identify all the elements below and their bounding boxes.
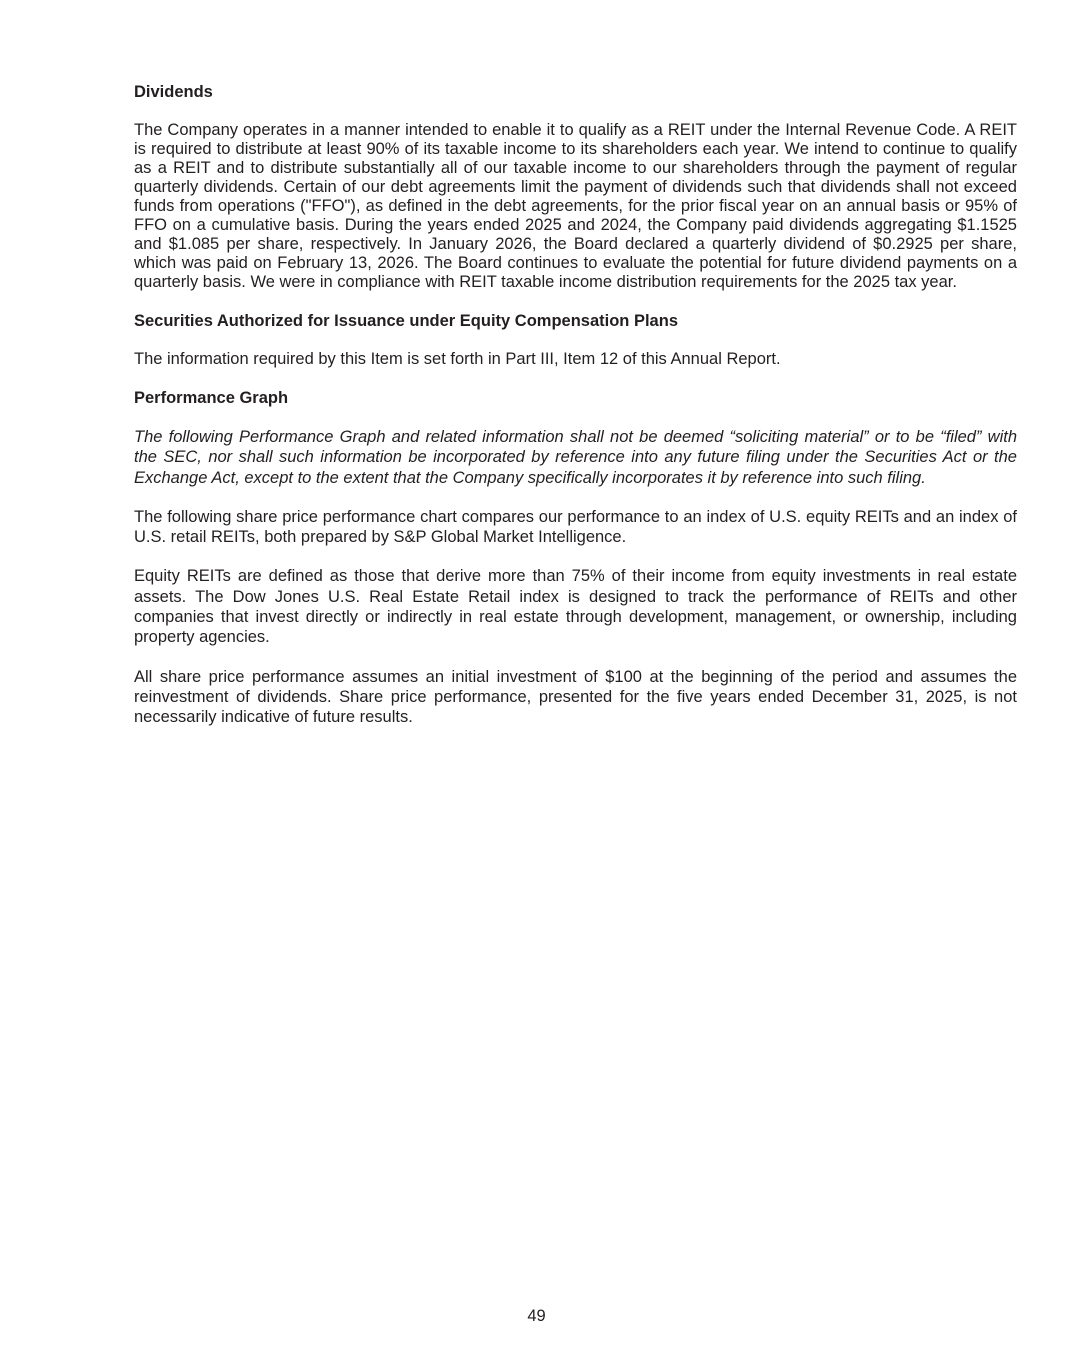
dividends-paragraph: The Company operates in a manner intended to enable it to qualify as a REIT under the Internal Revenue Code. A REIT is required to distribute at least 90% of its taxable income to its shareholders each year. We intend to continue to qualify as a REIT and to distribute substantially all of our taxable income to our shareholders through the payment of regular quarterly dividends. Certain of our debt agreements limit the payment of dividends such that dividends shall not exceed funds from operations ("FFO"), as defined in the debt agreements, for the prior fiscal year on an annual basis or 95% of FFO on a cumulative basis. During the years ended 2025 and 2024, the Company paid dividends aggregating $1.1525 and $1.085 per share, respectively. In January 2026, the Board declared a quarterly dividend of $0.2925 per share, which was paid on February 13, 2026. The Board continues to evaluate the potential for future dividend payments on a quarterly basis. We were in compliance with REIT taxable income distribution requirements for the 2025 tax year. (134, 121, 1017, 291)
performance-graph-heading: Performance Graph (134, 389, 289, 407)
document-body (134, 82, 1017, 747)
equity-reits-definition: Equity REITs are defined as those that derive more than 75% of their income from equity investments in real estate assets. The Dow Jones U.S. Real Estate Retail index is designed to track the performance of REITs and other companies that invest directly or indirectly in real estate through development, management, or ownership, including property agencies. (134, 567, 1017, 647)
equity-compensation-paragraph: The information required by this Item is set forth in Part III, Item 12 of this Annual Report. (134, 350, 781, 368)
page-number: 49 (527, 1307, 546, 1325)
performance-chart-description: The following share price performance chart compares our performance to an index of U.S. equity REITs and an index of U.S. retail REITs, both prepared by S&P Global Market Intelligence. (134, 507, 1017, 547)
performance-graph-disclaimer: The following Performance Graph and related information shall not be deemed “soliciting material” or to be “filed” with the SEC, nor shall such information be incorporated by reference into any future filing under the Securities Act or the Exchange Act, except to the extent that the Company specifically incorporates it by reference into such filing. (134, 428, 1017, 487)
equity-compensation-heading: Securities Authorized for Issuance under Equity Compensation Plans (134, 312, 678, 330)
dividends-heading: Dividends (134, 83, 213, 101)
investment-assumption-paragraph: All share price performance assumes an initial investment of $100 at the beginning of the period and assumes the reinvestment of dividends. Share price performance, presented for the five years ended December 31, 2025, is not necessarily indicative of future results. (134, 667, 1017, 727)
